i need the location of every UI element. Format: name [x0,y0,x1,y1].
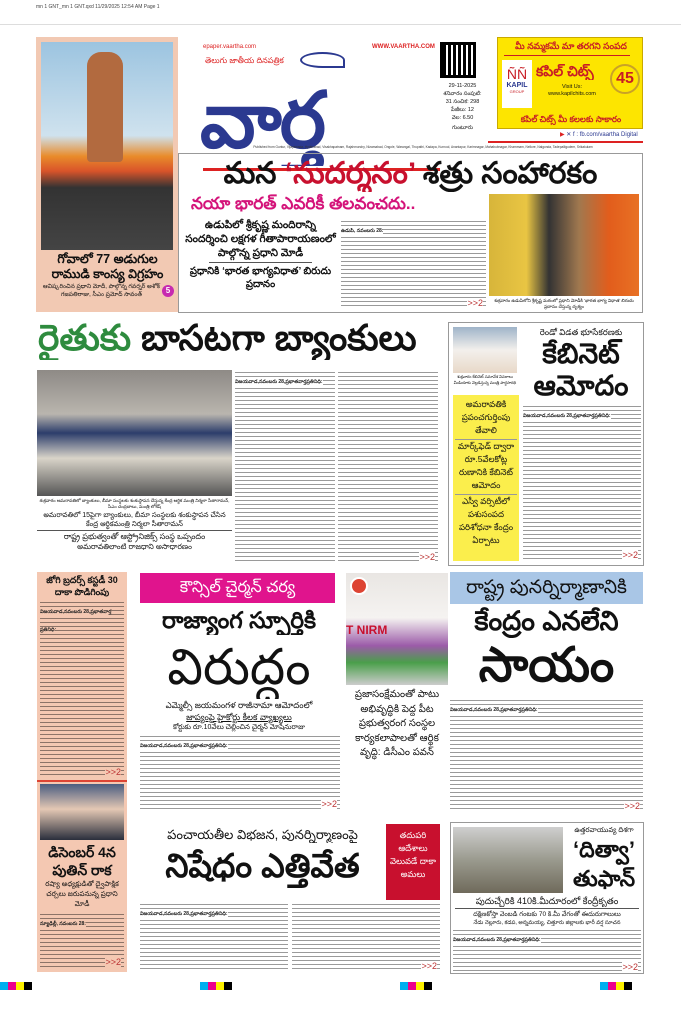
page-ref-badge[interactable]: 5 [162,285,174,297]
cabinet-headline: కేబినెట్ ఆమోదం [533,338,629,401]
ad-top-line: మీ నమ్మకమే మా తరగని సంపద [515,41,627,51]
banks-deck1: అమరావతిలో 15పైగా బ్యాంకులు, బీమా సంస్థలకు శంకుస్థాపన చేసిన కేంద్ర ఆర్థికమంత్రి నిర్మలా సీతారామన్ [43,512,226,528]
masthead-logo: వార్త [200,76,324,164]
issue-price: వెల: 6.50 [451,115,474,121]
state-aid-story [450,572,643,812]
sudarshan-deck2: ప్రధానికి ‘భారత భాగ్యవిధాత’ బిరుదు ప్రదానం [189,266,332,290]
headline-part: శత్రు సంహారకం [415,157,598,190]
cyclone-heads [565,826,643,894]
banks-body-col2 [338,370,438,563]
cyclone-kicker: ఉత్తరవాయువ్య దిశగా [574,827,634,834]
facebook-icon[interactable]: f [573,132,575,138]
headline-part: బాసటగా బ్యాంకులు [131,317,417,358]
council-deck2: జాప్యంపై హైకోర్టు కీలక వ్యాఖ్యలు [186,712,292,722]
cyclone-deck2: దక్షిణకోస్తా వెంబడి గంటకు 70 కి.మీ వేగంతో ఈదురుగాలులు [473,911,621,918]
qr-code [440,42,476,78]
panchayat-headline: నిషేధం ఎత్తివేత [165,847,360,884]
ad-visit [536,84,608,98]
ad-visit-label: Visit Us: [561,84,583,90]
continued-link[interactable]: >>2 [105,767,121,777]
color-registration-bar [0,982,681,990]
website-link[interactable]: WWW.VAARTHA.COM [372,44,435,50]
ad-rule [504,55,630,56]
statue-figure [87,52,123,162]
dateline: విజయవాడ,నవంబరు 28,ప్రభాతవార్తప్రతినిధి: [140,911,228,917]
kapil-chits-ad[interactable] [497,37,643,129]
sudarshan-deck: ఉడుపిలో శ్రీకృష్ణ మందిరాన్ని సందర్శించి లక్షగళ గీతాపారాయణంలో పాల్గొన్న ప్రధాని మోడీ [185,219,336,259]
cabinet-kicker: రెండో విడత భూసేకరణకు [539,327,623,337]
published-from: Published from Guntur, Vijayawada, Hyderabad, Visakhapatnam, Rajahmundry, Nizamabad, Ongole, Warangal, Tirupathi, Kadapa, Kurnool, Anantapur, Karimnagar, Mahabubnagar, Khammam, Nellore, Nalgonda, Tadepalligudem, Srikakulam [253,145,593,149]
dateline: విజయవాడ,నవంబరు 28,ప్రభాతవార్తప్రతినిధి: [450,707,538,713]
headline-highlight: ‘సుదర్శనం’ [284,157,416,190]
dateline: న్యూఢిల్లీ, నవంబరు 28: [40,921,86,927]
putin-photo [40,784,124,840]
rule [37,530,232,531]
modi-udupi-photo [489,194,639,296]
ad-brand: కపిల్ చిట్స్ [536,63,594,79]
putin-body [40,912,124,968]
state-body [450,698,643,812]
council-headline-large: విరుద్ధం [167,639,311,695]
state-banner: రాష్ట్ర పునర్నిర్మాణానికి [450,572,643,604]
dateline: విజయవాడ,నవంబరు 28,ప్రభాతవార్తప్రతినిధి: [453,937,541,943]
youtube-icon[interactable]: ▶ [560,132,565,138]
headline-highlight: రైతుకు [38,317,132,358]
banks-decks [37,498,232,568]
dove-icon [300,52,345,68]
state-headline: కేంద్రం ఎనలేని [474,606,619,636]
dateline: విజయవాడ,నవంబరు 28,ప్రభాతవార్తప్రతినిధి: [235,379,323,385]
facebook-handle[interactable]: fb.com/vaartha Digital [579,132,638,138]
rule [455,908,639,909]
years-badge: 45 [610,64,640,94]
logo-figures-icon: ÑÑ [506,66,528,82]
goa-headline: గోవాలో 77 అడుగుల రాముడి కాంస్య విగ్రహం [51,252,164,281]
continued-link[interactable]: >>2 [624,801,640,811]
logo-text: KAPIL [506,82,528,89]
sudarshan-headline [179,156,642,192]
continued-link[interactable]: >>2 [467,298,483,308]
goa-subhead: ఆవిష్కరించిన ప్రధాని మోదీ, పాల్గొన్న గవర్నర్ అశోక్ గజపతిరాజు, సీఎం ప్రమోద్ సావంత్ [42,284,161,298]
highlight-item: అమరావతికి ప్రపంచగుర్తింపు తేవాలి [461,399,511,435]
dateline: విజయవాడ,నవంబరు 28,ప్రభాతవార్తప్రతినిధి: [140,743,228,749]
cyclone-deck1: పుదుచ్చేరికి 410కి.మీదూరంలో కేంద్రీకృతం [475,896,619,906]
dateline: ఉడుపి, నవంబరు 28: [341,228,384,234]
jogi-headline: జోగి బ్రదర్స్ కస్టడీ 30 దాకా పొడిగింపు [46,575,118,597]
highlight-item: మార్క్‌ఫెడ్ ద్వారా రూ.5వేలకోట్ల రుణానికి కేబినెట్ ఆమోదం [455,439,517,492]
issue-date: 29-11-2025 [448,83,477,89]
crop-line [0,24,681,25]
headline-part: మన [223,157,285,190]
dateline: విజయవాడ,నవంబరు 28,ప్రభాతవార్త ప్రతినిధి: [40,609,112,633]
cyclone-headline-2: తుఫాన్ [572,866,636,891]
council-story [138,605,340,810]
sudarshan-subhead: నయా భారత్ ఎవరికీ తలవంచదు.. [191,194,416,213]
council-headline: రాజ్యాంగ స్ఫూర్తికి [161,607,317,633]
epaper-link[interactable]: epaper.vaartha.com [203,44,257,50]
panchayat-heads [140,826,385,900]
minister-photo [453,327,517,373]
photo-caption: శుక్రవారం కేబినెట్ సమావేశ వివరాలు మీడియాకు వెల్లడిస్తున్న మంత్రి పార్థసారథి [453,374,517,385]
issue-volume: 31 సంచిక: 298 [445,99,480,105]
ad-url[interactable]: www.kapilchits.com [548,91,596,97]
sudarshan-body [341,219,486,309]
pawan-headline: ప్రజాసంక్షేమంతో పాటు అభివృద్ధికి పెద్ద పీట ప్రభుత్వరంగ సంస్థల కార్యకలాపాలతో ఆర్థిక వృద్ధి: డిసీఎం పవన్ [354,689,440,758]
pawan-photo [346,573,448,685]
cabinet-highlights [453,395,519,561]
header-rule [488,141,643,143]
cyclone-story [450,822,644,974]
cyclone-headline: ‘దిత్వా’ [573,837,635,862]
putin-subhead: రష్యా అధ్యక్షుడితో ద్వైపాక్షిక చర్చలు జరుపనున్న ప్రధాని మోడీ [45,881,119,908]
left-column [37,572,127,972]
continued-link[interactable]: >>2 [419,552,435,562]
x-icon[interactable]: ✕ [566,132,572,138]
issue-day: శనివారం సంపుటి: [443,91,482,97]
putin-headline: డిసెంబర్ 4న పుతిన్ రాక [48,844,116,878]
print-slug: mn 1 GNT_mn 1 GNT.qxd 11/29/2025 12:54 AM Page 1 [36,4,160,10]
ad-bottom-line: కపిల్ చిట్స్ మీ కలలకు సాకారం [520,114,622,124]
council-deck3: కోర్టుకు రూ.10వేలు చెల్లించిన చైర్మన్ మోషేనురాజు [173,724,305,731]
state-headline-large: సాయం [478,639,615,692]
cyclone-deck3: నేడు నెల్లూరు, కడప, అన్నమయ్య, చిత్తూరు జిల్లాలకు భారీ వర్ష సూచన [473,920,621,926]
banks-body-col1 [235,370,335,563]
banks-caption: శుక్రవారం అమరావతిలో బ్యాంకులు, బీమా సంస్థలకు శంకుస్థాపన చేస్తున్న కేంద్ర ఆర్థిక మంత్రి నిర్మలా సీతారామన్, సీఎం చంద్రబాబు, మంత్రి లోకేష్ [39,498,230,509]
continued-link[interactable]: >>2 [321,799,337,809]
council-banner: కౌన్సిల్ చైర్మన్ చర్య [140,573,335,603]
issue-pages: పేజీలు: 12 [451,107,474,113]
sudarshan-story [178,153,643,313]
divider [37,780,127,782]
banner-text: T NIRM [346,623,388,637]
banks-deck2: రాష్ట్ర ప్రభుత్వంతో ఆస్ట్రోనిజిక్స్ సంస్థ ఒప్పందం [63,532,206,541]
panchayat-note: తదుపరి ఆదేశాలు వెలువడే దాకా అమలు [386,824,440,900]
social-links[interactable]: ▶ ✕ f : fb.com/vaartha Digital [560,132,638,138]
statue-photo [41,42,173,250]
continued-link[interactable]: >>2 [421,961,437,971]
photo-caption: శుక్రవారం ఉడుపిలోని శ్రీకృష్ణ మఠంలో ప్రధాని మోడీకి ‘భారత భాగ్య విధాత’ బిరుదు ప్రదానం చేస్తున్న దృశ్యం [494,298,634,309]
rule [209,262,312,263]
panchayat-kicker: పంచాయతీల విభజన, పునర్నిర్మాణంపై [167,827,358,842]
continued-link[interactable]: >>2 [622,962,638,972]
cabinet-story [448,322,644,566]
cyclone-body [453,928,641,973]
cyclone-photo [453,827,563,893]
banks-photo [37,370,232,496]
edition: గుంటూరు [452,125,473,131]
cyclone-lower [453,895,641,973]
banks-headline [38,316,440,360]
highlight-item: ఎస్వీ వర్సిటీలో పశుసంపద పరిశోధనా కేంద్రం ఏర్పాటు [455,494,517,547]
logo-subtext: GROUP [509,89,525,94]
cabinet-body [523,404,641,561]
continued-link[interactable]: >>2 [105,957,121,967]
cabinet-main [521,327,641,561]
jogi-body [40,600,124,778]
tagline: తెలుగు జాతీయ దినపత్రిక [205,56,284,65]
kapil-logo [502,60,532,108]
dateline: విజయవాడ,నవంబరు 28,ప్రభాతవార్తప్రతినిధి: [523,413,611,419]
banks-deck3: అమరావతిలాంటి రాజధాని అసాధారణం [77,542,192,551]
issue-info [440,82,485,132]
continued-link[interactable]: >>2 [622,550,638,560]
sudarshan-decks [183,218,338,312]
council-body [140,734,340,810]
party-logo-icon [350,577,368,595]
council-deck1: ఎమ్మెల్సీ జయమంగళ రాజీనామా ఆమోదంలో [165,700,313,710]
goa-statue-story [36,37,178,312]
panchayat-body-col1 [140,902,288,972]
panchayat-body-col2 [292,902,440,972]
